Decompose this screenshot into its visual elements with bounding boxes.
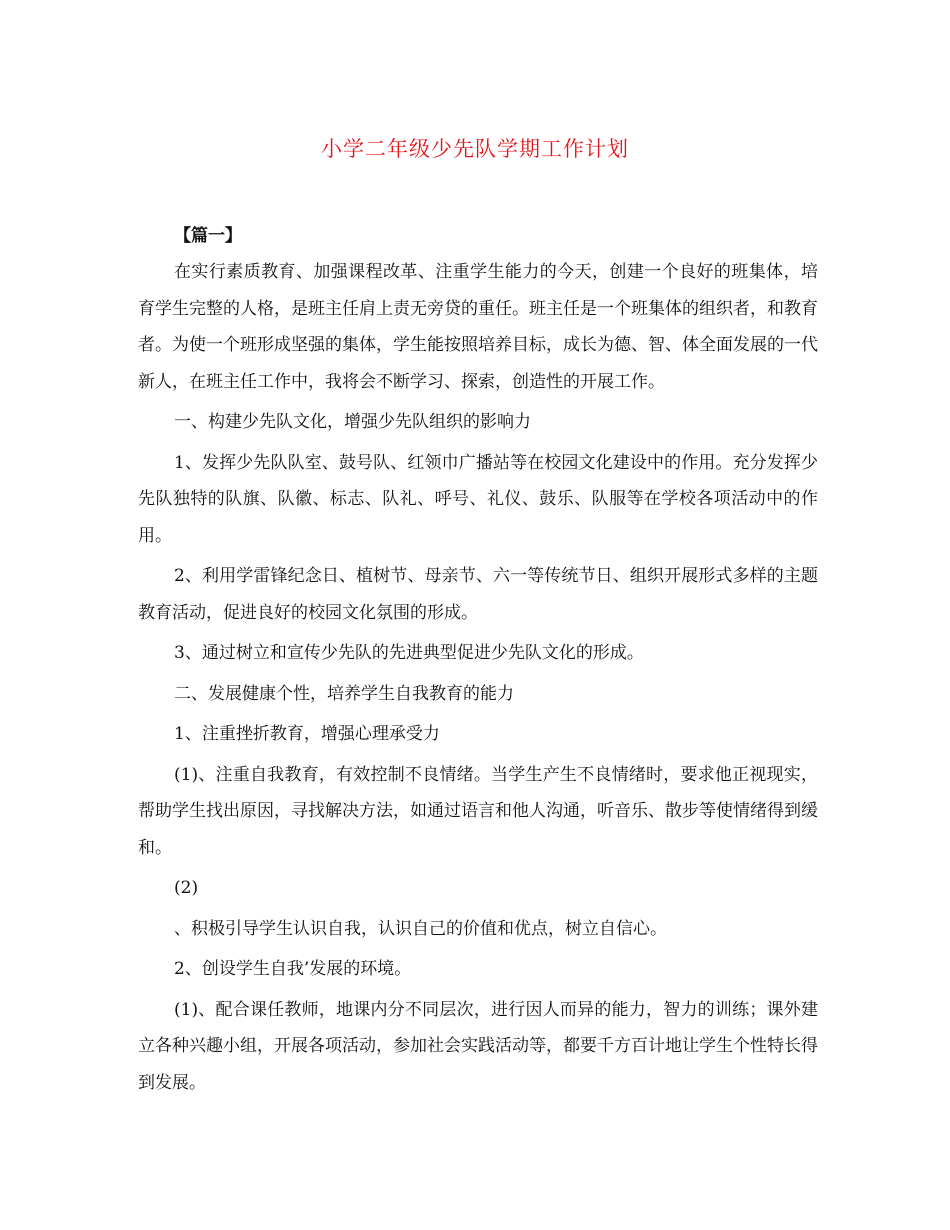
document-title: 小学二年级少先队学期工作计划 [321,137,629,161]
paragraph-2-2: 2、创设学生自我’发展的环境。 [174,959,412,979]
paragraph-intro: 在实行素质教育、加强课程改革、注重学生能力的今天，创建一个良好的班集体，培育学生完整的人格，是班主任肩上责无旁贷的重任。班主任是一个班集体的组织者，和教育者。为使一个班形成坚强的集体，学生能按照培养目标，成长为德、智、体全面发展的一代新人，在班主任工作中，我将会不断学习、探索，创造性的开展工作。 [138,262,818,392]
section-tag: 【篇一】 [174,226,242,246]
paragraph-1-2: 2、利用学雷锋纪念日、植树节、母亲节、六一等传统节日、组织开展形式多样的主题教育活动，促进良好的校园文化氛围的形成。 [138,566,818,623]
document-body [138,218,818,1101]
paragraph-2-1-2: 、积极引导学生认识自我，认识自己的价值和优点，树立自信心。 [174,918,667,939]
heading-2: 二、发展健康个性，培养学生自我教育的能力 [174,683,514,704]
paragraph-2-1-1: (1)、注重自我教育，有效控制不良情绪。当学生产生不良情绪时，要求他正视现实，帮助学生找出原因，寻找解决方法，如通过语言和他人沟通，听音乐、散步等使情绪得到缓和。 [138,764,818,858]
heading-1: 一、构建少先队文化，增强少先队组织的影响力 [174,412,531,432]
paragraph-2-2-1: (1)、配合课任教师，地课内分不同层次，进行因人而异的能力，智力的训练；课外建立各种兴趣小组，开展各项活动，参加社会实践活动等，都要千方百计地让学生个性特长得到发展。 [138,999,818,1093]
paragraph-1-1: 1、发挥少先队队室、鼓号队、红领巾广播站等在校园文化建设中的作用。充分发挥少先队独特的队旗、队徽、标志、队礼、呼号、礼仪、鼓乐、队服等在学校各项活动中的作用。 [138,452,818,546]
paragraph-1-3: 3、通过树立和宣传少先队的先进典型促进少先队文化的形成。 [174,643,644,663]
paragraph-2-1: 1、注重挫折教育，增强心理承受力 [174,724,440,744]
paragraph-2-1-2-number: (2) [174,878,199,898]
